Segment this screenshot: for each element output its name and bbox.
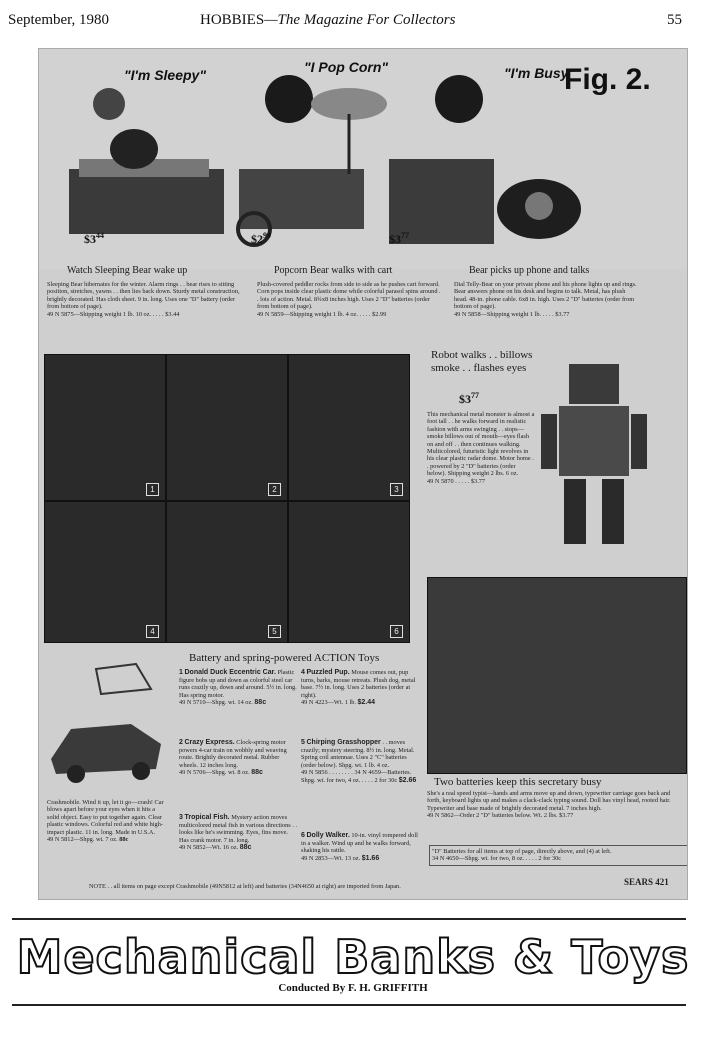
photo-number-6: 6 <box>390 625 403 638</box>
import-note: NOTE . . all items on page except Crashmobile (49N5812 at left) and batteries (34N4650 at right) are imported from Japan. <box>89 883 401 890</box>
robot-price: $\$3^{77}$ <box>459 391 479 406</box>
photo-6 <box>288 501 410 643</box>
figure-label: Fig. 2. <box>564 63 651 96</box>
action-item-1: 1 Donald Duck Eccentric Car. Plastic figure bobs up and down as colorful steel car runs crazily up, down and around. 5½ in. long. Has spring motor. 49 N 5710—Shpg. wt. 14 oz. 88c <box>179 669 297 707</box>
photo-5 <box>166 501 288 643</box>
photo-1 <box>44 354 166 501</box>
top-rule <box>12 918 686 920</box>
price-phone-bear: $\$3^{77}$ <box>389 231 409 246</box>
caption-phone-bear: Bear picks up phone and talks <box>469 265 590 276</box>
action-item-6: 6 Dolly Walker. 10-in. vinyl rompered doll in a walker. Wind up and he walks forward, shaking his rattle. 49 N 2853—Wt. 13 oz. $1.66 <box>301 832 418 862</box>
photo-number-2: 2 <box>268 483 281 496</box>
page-header <box>0 12 706 34</box>
desc-sleeping-bear: Sleeping Bear hibernates for the winter. Alarm rings . . bear rises to sitting position, stretches, yawns . . then lies back down. Sturdy metal construction, brightly decorated. Has cloth sheet. 9 in. long. Uses one "D" battery (order from bottom of page). 49 N 5875—Shipping weight 1 lb. 10 oz. . . . . $3.44 <box>47 281 240 318</box>
photo-number-5: 5 <box>268 625 281 638</box>
photo-4 <box>44 501 166 643</box>
battery-note: "D" Batteries for all items at top of page, directly above, and (4) at left. 34 N 4650—Shpg. wt. for two, 8 oz. . . . . 2 for 30c <box>429 845 688 866</box>
photo-2 <box>166 354 288 501</box>
photo-number-3: 3 <box>390 483 403 496</box>
crashmobile-description: Crashmobile. Wind it up, let it go—crash! Car blows apart before your eyes when it hits a solid object. Easy to put together again. Clear plastic windows. Colorful red and white high-impact plastic. 11 in. long. Made in U.S.A. 49 N 5812—Shpg. wt. 7 oz. 88c <box>47 799 164 844</box>
issue-date: September, 1980 <box>8 12 110 28</box>
robot-headline: Robot walks . . billows smoke . . flashes eyes <box>431 349 533 374</box>
caption-sleeping-bear: Watch Sleeping Bear wake up <box>67 265 188 276</box>
secretary-caption: Two batteries keep this secretary busy <box>434 776 602 788</box>
crashmobile-illustration <box>41 649 171 799</box>
tag-busy: "I'm Busy" <box>504 65 576 81</box>
action-item-3: 3 Tropical Fish. Mystery action moves multicolored metal fish in various directions . . looks like he's swimming. Eyes, fins move. Has crank motor. 7 in. long. 49 N 5852—Wt. 16 oz. 88c <box>179 814 298 852</box>
sears-code: SEARS 421 <box>624 877 669 887</box>
desc-phone-bear: Dial Telly-Bear on your private phone and his phone lights up and rings. Bear answers phone on his desk and begins to talk. Metal, has plush head. 48-in. phone cable. 6x8 in. high. Uses 2 "D" batteries (order from bottom of page). 49 N 5858—Shipping weight 1 lb. . . . . $3.77 <box>454 281 637 318</box>
photo-number-4: 4 <box>146 625 159 638</box>
photo-number-1: 1 <box>146 483 159 496</box>
robot-illustration <box>539 344 649 554</box>
bottom-rule <box>12 1004 686 1006</box>
price-sleeping-bear: $\$3^{44}$ <box>84 231 104 246</box>
photo-3 <box>288 354 410 501</box>
action-item-2: 2 Crazy Express. Clock-spring motor powers 4-car train on wobbly and weaving route. Brightly decorated metal. Rubber wheels. 12 inches long. 49 N 5706—Shpg. wt. 8 oz. 88c <box>179 739 287 777</box>
robot-description: This mechanical metal monster is almost a foot tall . . he walks forward in realistic fashion with arms swinging . . stops—smoke billows out of mouth—eyes flash on and off . . then continues walking. Multicolored, futuristic light revolves in his clear plastic radar dome. Motor home . . powered by 2 "D" batteries (order below). Shipping weight 2 lbs. 6 oz. 49 N 5870 . . . . . $3.77 <box>427 411 535 485</box>
catalog-page-scan <box>38 48 688 900</box>
section-title: Mechanical Banks & Toys <box>16 930 690 984</box>
price-popcorn-bear: $\$2^{99}$ <box>251 231 271 246</box>
action-item-5: 5 Chirping Grasshopper . . moves crazily; mystery steering. 8½ in. long. Metal. Spring coil antennae. Uses 2 "C" batteries (order below). Shpg. wt. 1 lb. 4 oz. 49 N 5856 . . . . . . . . 34 N 4659—Batteries. Shpg. wt. for two, 4 oz. . . . . 2 for 30c $2.66 <box>301 739 417 784</box>
action-toys-title: Battery and spring-powered ACTION Toys <box>189 652 380 664</box>
magazine-title: HOBBIES—The Magazine For Collectors <box>200 12 456 28</box>
action-item-4: 4 Puzzled Pup. Mouse comes out, pup turns, barks, mouse retreats. Plush dog, metal base. 7½ in. long. Uses 2 batteries (order at right). 49 N 4223—Wt. 1 lb. $2.44 <box>301 669 416 707</box>
byline: Conducted By F. H. GRIFFITH <box>278 982 428 994</box>
desc-popcorn-bear: Plush-covered peddler rocks from side to side as he pushes cart forward. Corn pops inside clear plastic dome while colorful parasol spins around . . lots of action. Metal. 8¾x8 inches high. Uses 2 "D" batteries (order from bottom of page). 49 N 5859—Shipping weight 1 lb. 4 oz. . . . . $2.99 <box>257 281 441 318</box>
secretary-photo <box>427 577 687 774</box>
page-number: 55 <box>667 12 682 28</box>
secretary-description: She's a real speed typist—hands and arms move up and down, typewriter carriage goes back and forth, keyboard lights up and makes a clack-clack typing sound. Doll has vinyl head, rooted hair. Typewriter and base made of brightly decorated metal. 7 inches high. 49 N 5862—Order 2 "D" batteries below. Wt. 2 lbs. $3.77 <box>427 790 671 820</box>
tag-pop-corn: "I Pop Corn" <box>304 59 389 75</box>
caption-popcorn-bear: Popcorn Bear walks with cart <box>274 265 393 276</box>
tag-sleepy: "I'm Sleepy" <box>124 67 206 83</box>
